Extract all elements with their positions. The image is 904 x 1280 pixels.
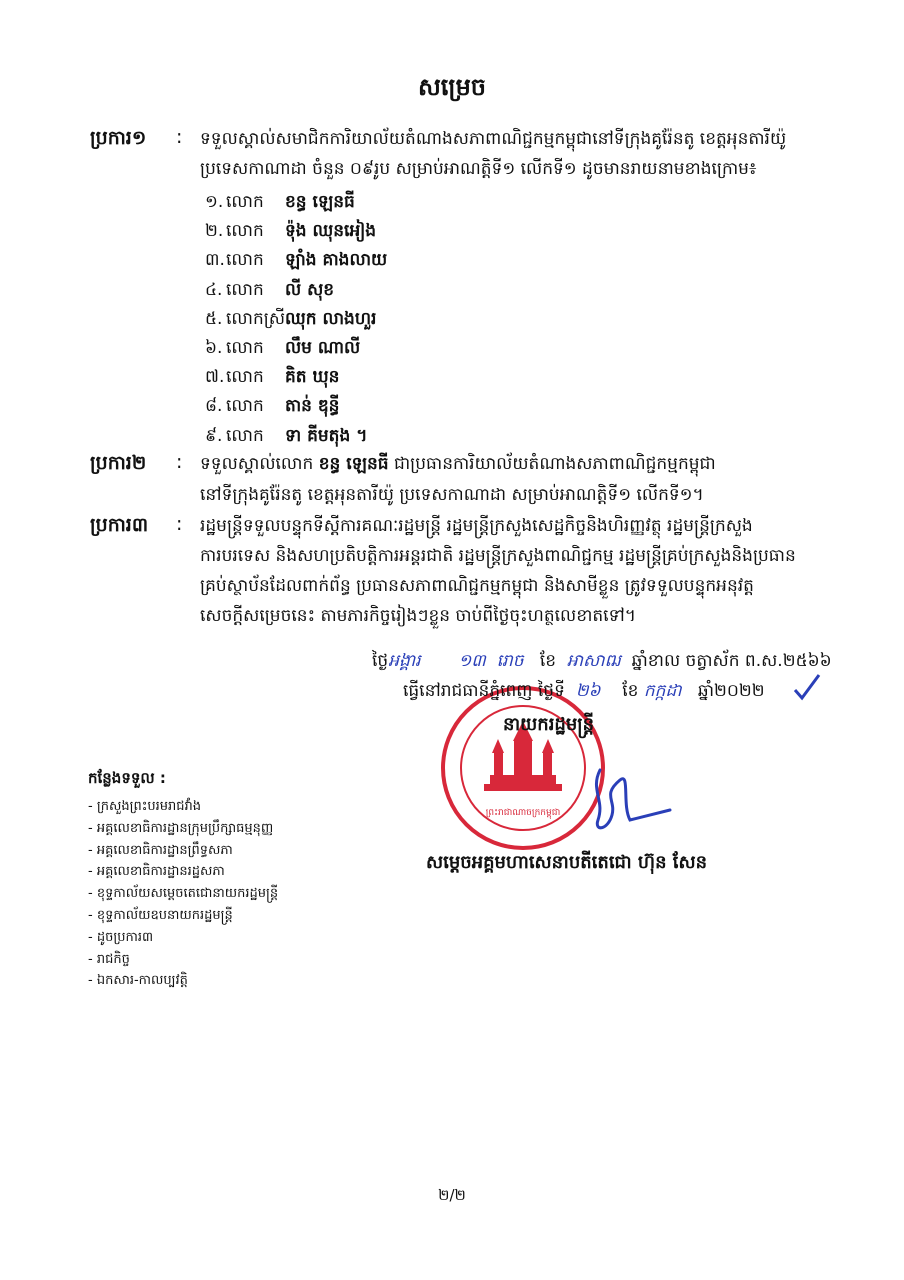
article-3-line-2: ការបរទេស និងសហប្រតិបត្តិការអន្តរជាតិ រដ្ឋមន្ត្រីក្រសួងពាណិជ្ជកម្ម រដ្ឋមន្ត្រីគ្រប់ក្រសួងនិងប្រធាន <box>200 546 796 566</box>
lunar-year: ឆ្នាំខាល ចត្វាស័ក ព.ស.២៥៦៦ <box>631 651 832 671</box>
member-number: ២. <box>205 221 224 241</box>
recipient-item: - ខុទ្ទកាល័យសម្តេចតេជោនាយករដ្ឋមន្ត្រី <box>88 886 279 901</box>
signer-name: សម្តេចអគ្គមហាសេនាបតីតេជោ ហ៊ុន សែន <box>426 852 708 873</box>
recipient-item: - ឯកសារ-កាលប្បវត្តិ <box>88 973 188 988</box>
checkmark-icon <box>792 672 822 702</box>
handwritten-signature <box>560 760 680 850</box>
recipients-heading: កន្លែងទទួល : <box>88 769 166 787</box>
article-3-line-3: គ្រប់ស្ថាប័នដែលពាក់ព័ន្ធ ប្រធានសភាពាណិជ្ជកម្មកម្ពុជា និងសាមីខ្លួន ត្រូវទទួលបន្ទុកអនុវត្ត <box>200 576 754 596</box>
article-2-text-post: ជាប្រធានការិយាល័យតំណាងសភាពាណិជ្ជកម្មកម្ពុជា <box>393 454 716 474</box>
member-number: ១. <box>205 192 224 212</box>
member-number: ៩. <box>205 426 223 446</box>
article-1-colon: : <box>176 126 183 148</box>
member-title: លោក <box>226 192 264 212</box>
lunar-month-label: ខែ <box>539 651 556 671</box>
article-2-line-2: នៅទីក្រុងគូរ៉ែនតូ ខេត្តអុនតារីយ៉ូ ប្រទេសកាណាដា សម្រាប់អាណត្តិទី១ លើកទី១។ <box>200 485 704 505</box>
member-title: លោកស្រី <box>226 309 286 329</box>
article-1-label: ប្រការ១ <box>90 127 147 149</box>
member-title: លោក <box>226 280 264 300</box>
signatory-role: នាយករដ្ឋមន្ត្រី <box>503 714 595 735</box>
lunar-phase: រោច <box>496 651 524 671</box>
place-date-line <box>403 680 765 705</box>
member-number: ៥. <box>205 309 223 329</box>
sign-day: ២៦ <box>575 681 601 701</box>
recipient-item: - ដូចប្រការ៣ <box>88 930 154 945</box>
member-number: ៦. <box>205 338 223 358</box>
seal-inner-text: ព្រះរាជាណាចក្រកម្ពុជា <box>485 808 561 818</box>
article-1-line-1: ទទួលស្គាល់សមាជិកការិយាល័យតំណាងសភាពាណិជ្ជកម្មកម្ពុជានៅទីក្រុងគូរ៉ែនតូ ខេត្តអុនតារីយ៉ូ <box>200 129 787 149</box>
member-title: លោក <box>226 221 264 241</box>
member-title: លោក <box>226 367 264 387</box>
document-title: សម្រេច <box>417 73 487 101</box>
lunar-prefix: ថ្ងៃ <box>372 651 389 671</box>
lunar-num: ១៣ <box>458 651 486 671</box>
recipient-item: - អគ្គលេខាធិការដ្ឋានរដ្ឋសភា <box>88 864 225 879</box>
member-title: លោក <box>226 338 264 358</box>
member-name: ឈុក លាងហួរ <box>285 309 377 329</box>
recipient-item: - ខុទ្ទកាល័យឧបនាយករដ្ឋមន្ត្រី <box>88 908 233 923</box>
recipient-item: - អគ្គលេខាធិការដ្ឋានព្រឹទ្ធសភា <box>88 843 233 858</box>
member-name: ឡាំង គាងលាយ <box>285 250 388 270</box>
article-3-label: ប្រការ៣ <box>90 514 149 536</box>
member-name: លឹម ណាលី <box>285 338 361 358</box>
article-1-line-2: ប្រទេសកាណាដា ចំនួន ០៩រូប សម្រាប់អាណត្តិទី១ លើកទី១ ដូចមានរាយនាមខាងក្រោម៖ <box>200 159 757 179</box>
article-3-line-4: សេចក្តីសម្រេចនេះ តាមភារកិច្ចរៀងៗខ្លួន ចាប់ពីថ្ងៃចុះហត្ថលេខាតទៅ។ <box>200 606 636 626</box>
article-2-chair-name: ខន្ធ ឡេនធី <box>318 454 389 474</box>
member-number: ៤. <box>205 280 223 300</box>
article-3-colon: : <box>176 513 183 535</box>
member-name: លី សុខ <box>285 280 335 300</box>
sign-year: ឆ្នាំ២០២២ <box>697 681 765 701</box>
member-name: គិត ឃុន <box>285 367 340 387</box>
article-2-label: ប្រការ២ <box>90 452 147 474</box>
member-number: ៨. <box>205 396 223 416</box>
place-prefix: ធ្វើនៅរាជធានីភ្នំពេញ ថ្ងៃទី <box>403 681 565 701</box>
article-2-line-1 <box>200 453 716 478</box>
article-2-colon: : <box>176 451 183 473</box>
member-name: ទា គីមតុង ។ <box>285 426 368 446</box>
member-title: លោក <box>226 250 264 270</box>
recipient-item: - អគ្គលេខាធិការដ្ឋានក្រុមប្រឹក្សាធម្មនុញ្ញ <box>88 821 274 836</box>
lunar-month: អាសាឍ <box>566 651 621 671</box>
member-number: ៧. <box>205 367 225 387</box>
member-number: ៣. <box>205 250 225 270</box>
member-name: ខន្ធ ឡេនធី <box>285 192 355 212</box>
page-number: ២/២ <box>438 1186 466 1204</box>
recipient-item: - រាជកិច្ច <box>88 952 130 967</box>
lunar-day: អង្គារ <box>388 651 421 671</box>
member-title: លោក <box>226 396 264 416</box>
article-3-line-1: រដ្ឋមន្ត្រីទទួលបន្ទុកទីស្តីការគណៈរដ្ឋមន្ត្រី រដ្ឋមន្ត្រីក្រសួងសេដ្ឋកិច្ចនិងហិរញ្ញវត្ថុ រដ្ឋមន្ត្រីក្រសួង <box>200 516 753 536</box>
member-title: លោក <box>226 426 264 446</box>
lunar-date-line <box>372 650 832 675</box>
article-2-text-pre: ទទួលស្គាល់លោក <box>200 454 314 474</box>
member-name: តាន់ ឌុន្ធី <box>285 396 340 416</box>
recipient-item: - ក្រសួងព្រះបរមរាជវាំង <box>88 799 202 814</box>
sign-month: កក្កដា <box>643 681 682 701</box>
member-name: ទ៉ុង ឈុនអៀង <box>285 221 377 241</box>
month-label: ខែ <box>622 681 639 701</box>
